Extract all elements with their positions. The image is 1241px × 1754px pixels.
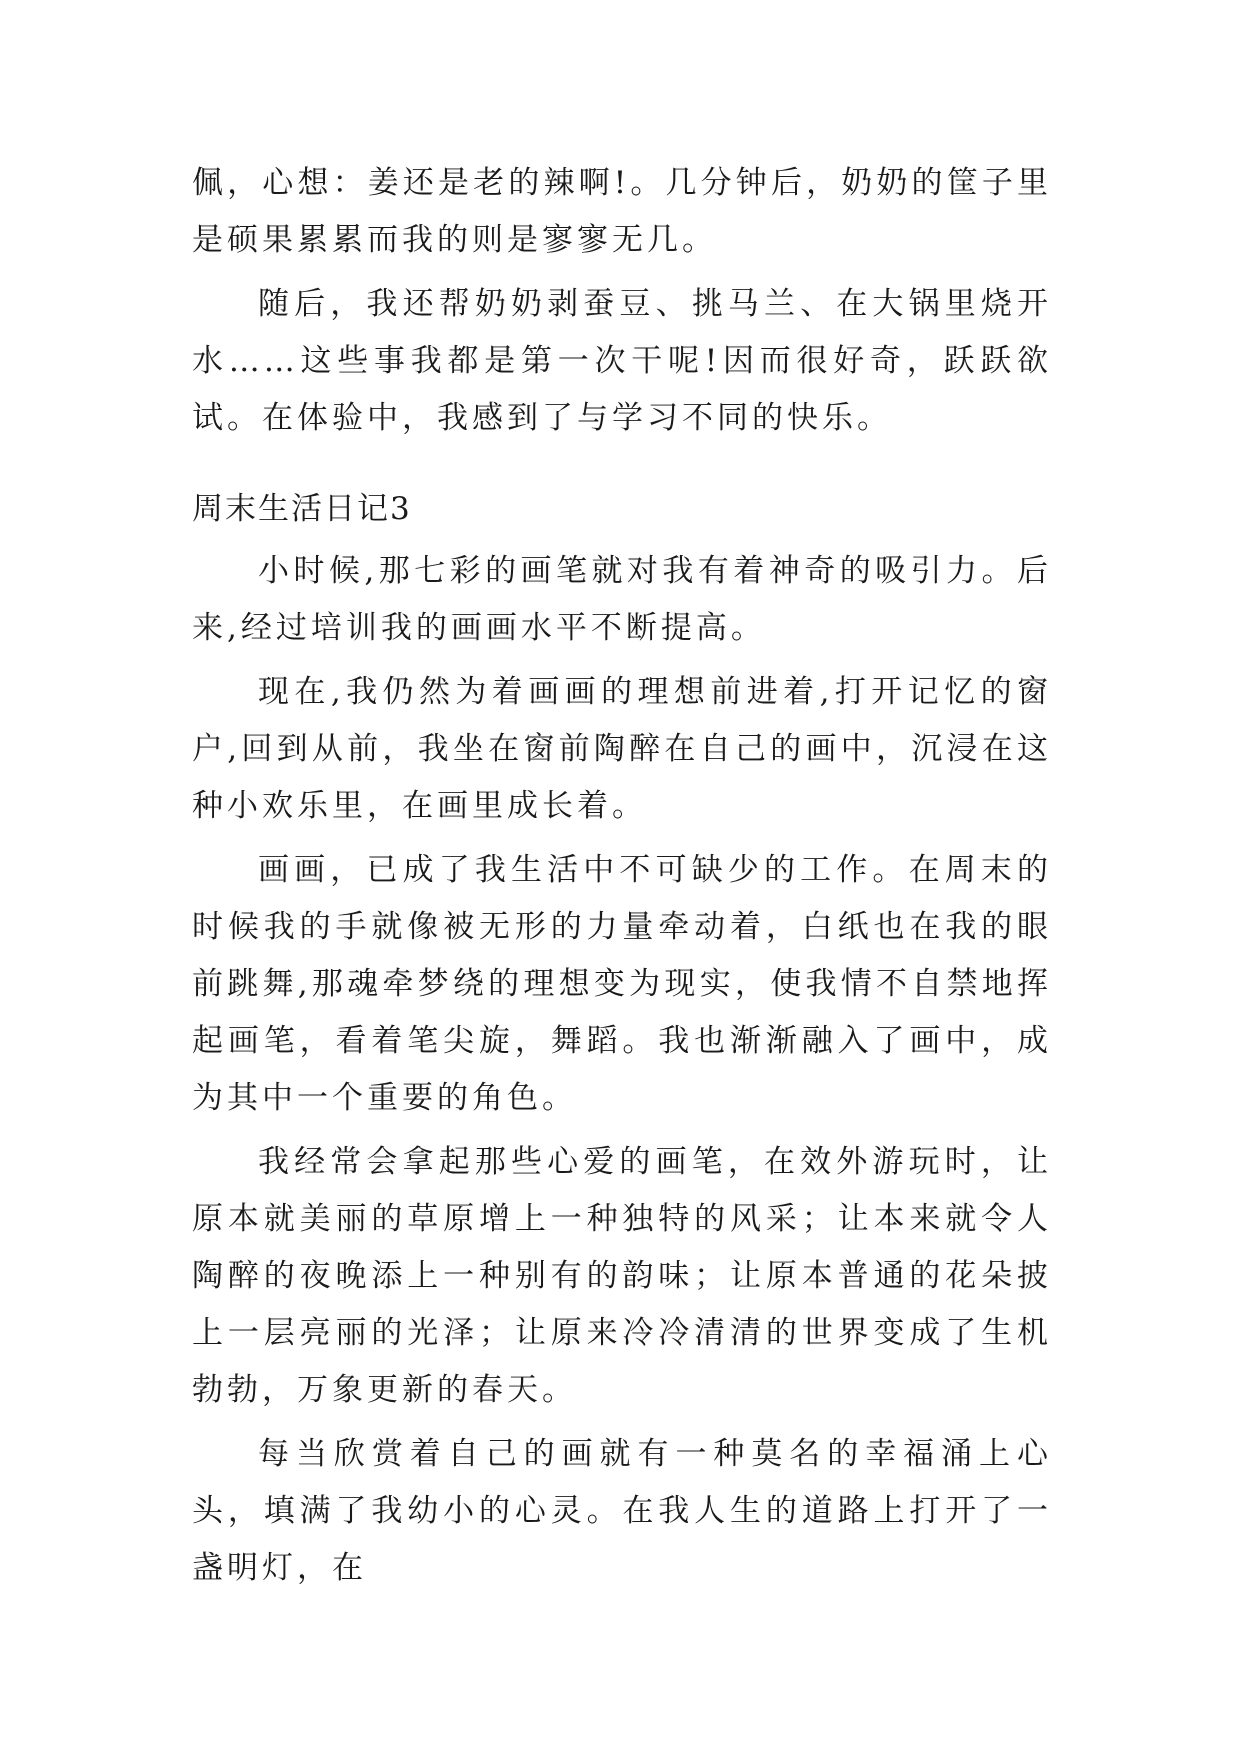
paragraph-continued: 佩，心想：姜还是老的辣啊!。几分钟后，奶奶的筐子里是硕果累累而我的则是寥寥无几。 (192, 165, 1052, 258)
paragraph: 随后，我还帮奶奶剥蚕豆、挑马兰、在大锅里烧开水……这些事我都是第一次干呢!因而很好奇，跃跃欲试。在体验中，我感到了与学习不同的快乐。 (192, 286, 1052, 436)
document-body (192, 155, 1052, 1604)
section-title: 周末生活日记3 (192, 491, 412, 527)
paragraph: 小时候,那七彩的画笔就对我有着神奇的吸引力。后来,经过培训我的画画水平不断提高。 (192, 553, 1052, 646)
paragraph: 现在,我仍然为着画画的理想前进着,打开记忆的窗户,回到从前，我坐在窗前陶醉在自己的画中，沉浸在这种小欢乐里，在画里成长着。 (192, 674, 1052, 824)
paragraph: 我经常会拿起那些心爱的画笔，在效外游玩时，让原本就美丽的草原增上一种独特的风采；让本来就令人陶醉的夜晚添上一种别有的韵味；让原本普通的花朵披上一层亮丽的光泽；让原来冷冷清清的世界变成了生机勃勃，万象更新的春天。 (192, 1144, 1052, 1408)
paragraph: 每当欣赏着自己的画就有一种莫名的幸福涌上心头，填满了我幼小的心灵。在我人生的道路上打开了一盏明灯，在 (192, 1436, 1052, 1586)
paragraph: 画画，已成了我生活中不可缺少的工作。在周末的时候我的手就像被无形的力量牵动着，白纸也在我的眼前跳舞,那魂牵梦绕的理想变为现实，使我情不自禁地挥起画笔，看着笔尖旋，舞蹈。我也渐渐融入了画中，成为其中一个重要的角色。 (192, 852, 1052, 1116)
